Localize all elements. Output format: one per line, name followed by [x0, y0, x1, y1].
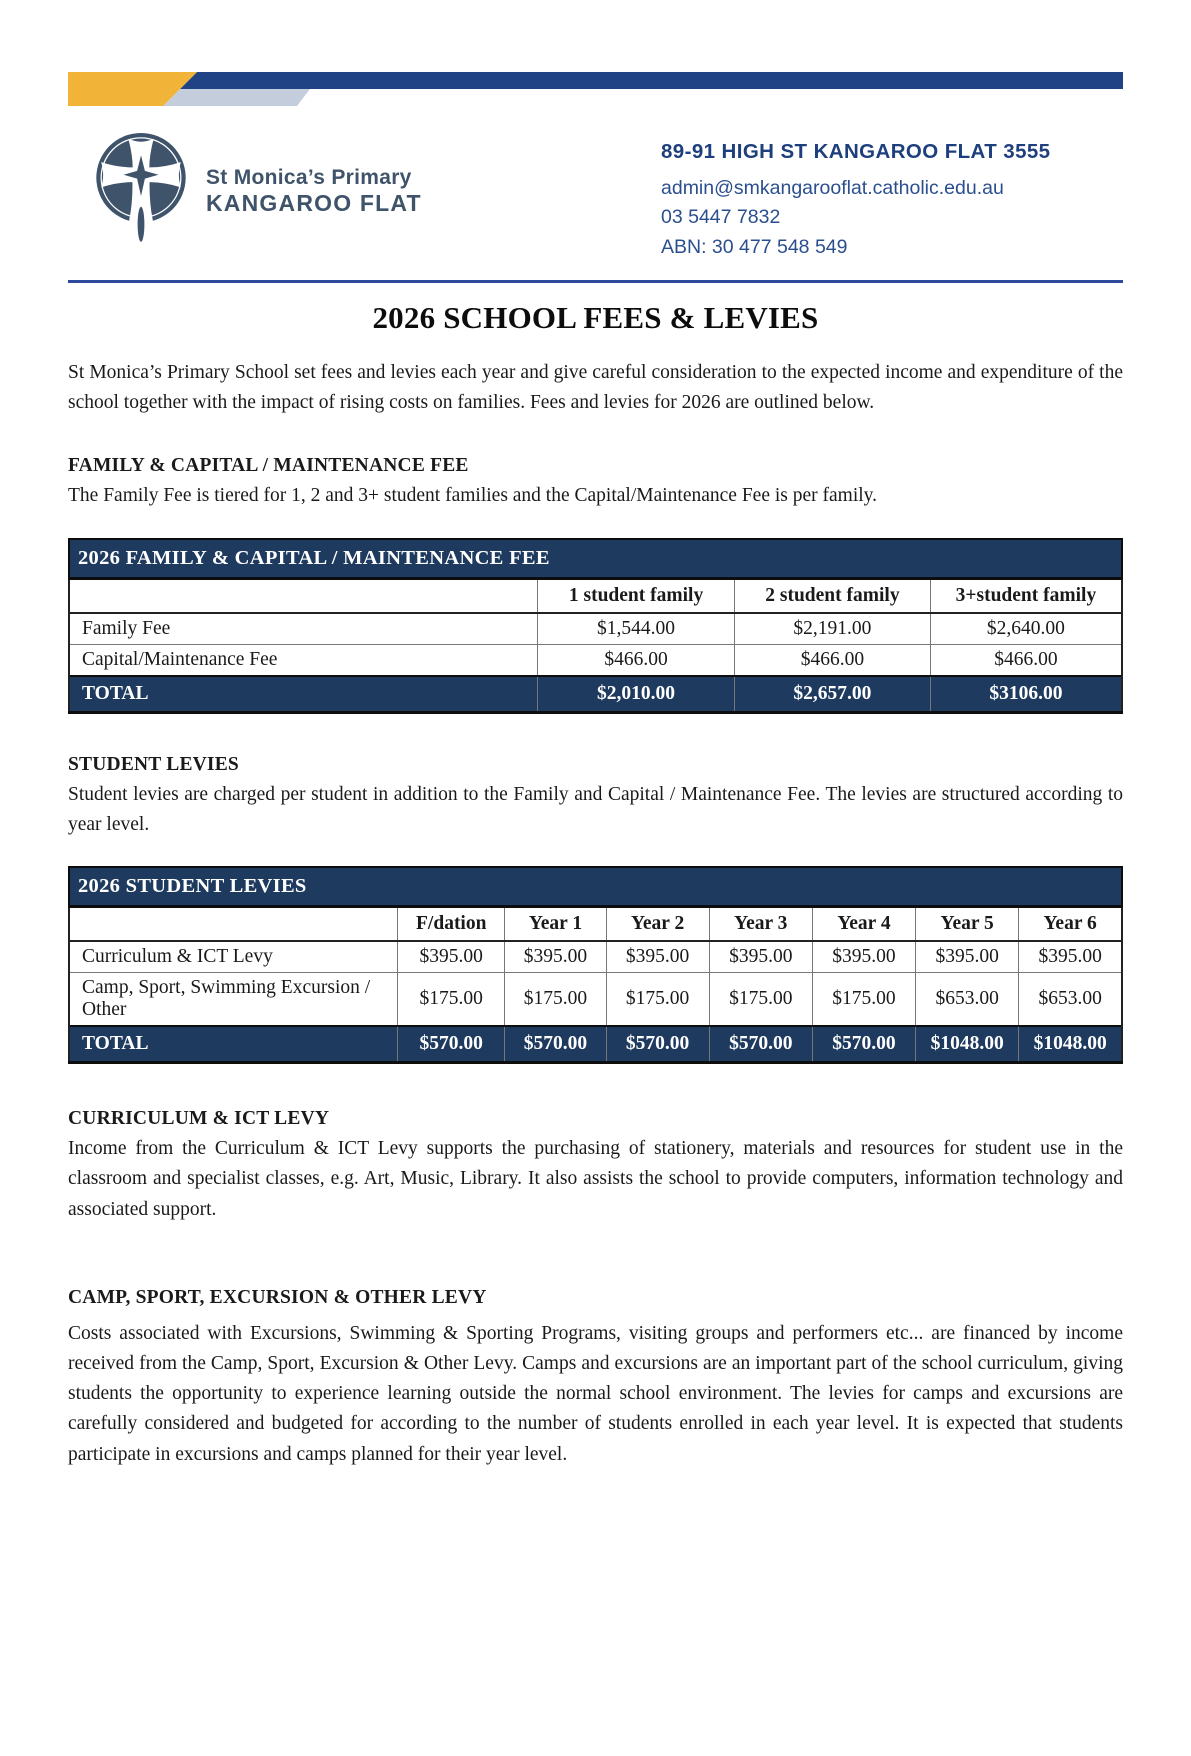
student-levies-table-header-row	[69, 907, 1122, 942]
family-fee-body: The Family Fee is tiered for 1, 2 and 3+ student families and the Capital/Maintenance Fee is per family.	[68, 485, 878, 507]
total-3-student: $3106.00	[930, 676, 1122, 713]
family-fee-table	[68, 538, 1123, 714]
school-name-line1: St Monica’s Primary	[206, 165, 412, 189]
curriculum-fdation: $395.00	[398, 941, 505, 973]
school-name-line2: KANGAROO FLAT	[206, 189, 422, 216]
total-fdation: $570.00	[398, 1026, 505, 1063]
column-header-blank	[69, 907, 398, 942]
camp-year1: $175.00	[505, 973, 606, 1027]
family-fee-2-student: $2,191.00	[734, 613, 930, 645]
capital-fee-1-student: $466.00	[538, 644, 735, 676]
total-label: TOTAL	[69, 676, 538, 713]
camp-year3: $175.00	[709, 973, 812, 1027]
total-1-student: $2,010.00	[538, 676, 735, 713]
student-levies-body: Student levies are charged per student in addition to the Family and Capital / Maintenance Fee. The levies are structured according to year level.	[68, 783, 1123, 835]
row-label-capital-fee: Capital/Maintenance Fee	[69, 644, 538, 676]
table-row	[69, 941, 1122, 973]
school-email: admin@smkangarooflat.catholic.edu.au	[661, 177, 1004, 199]
intro-paragraph: St Monica’s Primary School set fees and levies each year and give careful consideration to the expected income and expenditure of the school together with the impact of rising costs on families. Fees and levies for 2026 are outlined below.	[68, 362, 1123, 414]
family-fee-3-student: $2,640.00	[930, 613, 1122, 645]
school-crest-icon	[92, 132, 190, 268]
family-fee-heading: FAMILY & CAPITAL / MAINTENANCE FEE	[68, 455, 469, 477]
column-header-year2: Year 2	[606, 907, 709, 942]
camp-year4: $175.00	[812, 973, 915, 1027]
camp-year2: $175.00	[606, 973, 709, 1027]
camp-year5: $653.00	[916, 973, 1019, 1027]
family-fee-table-header-row	[69, 578, 1122, 613]
curriculum-levy-body: Income from the Curriculum & ICT Levy supports the purchasing of stationery, materials and resources for student use in the classroom and specialist classes, e.g. Art, Music, Library. It also assists the school to provide computers, information technology and associated support.	[68, 1138, 1123, 1220]
row-label-curriculum-levy: Curriculum & ICT Levy	[69, 941, 398, 973]
row-label-family-fee: Family Fee	[69, 613, 538, 645]
row-label-camp-levy: Camp, Sport, Swimming Excursion / Other	[69, 973, 398, 1027]
total-year6: $1048.00	[1019, 1026, 1122, 1063]
total-year5: $1048.00	[916, 1026, 1019, 1063]
column-header-3-student: 3+student family	[930, 578, 1122, 613]
family-fee-table-title-row	[69, 539, 1122, 579]
camp-levy-heading: CAMP, SPORT, EXCURSION & OTHER LEVY	[68, 1286, 487, 1308]
column-header-blank	[69, 578, 538, 613]
curriculum-year5: $395.00	[916, 941, 1019, 973]
curriculum-year2: $395.00	[606, 941, 709, 973]
student-levies-heading: STUDENT LEVIES	[68, 753, 239, 775]
student-levies-total-row	[69, 1026, 1122, 1063]
page	[0, 72, 1191, 1756]
camp-year6: $653.00	[1019, 973, 1122, 1027]
school-abn: ABN: 30 477 548 549	[661, 235, 848, 258]
total-year2: $570.00	[606, 1026, 709, 1063]
contact-block	[661, 132, 1123, 262]
camp-levy-body: Costs associated with Excursions, Swimming & Sporting Programs, visiting groups and performers etc... are financed by income received from the Camp, Sport, Excursion & Other Levy. Camps and excursions are an important part of the school curriculum, giving students the opportunity to experience learning outside the normal school environment. The levies for camps and excursions are carefully considered and budgeted for according to the number of students enrolled in each year level. It is expected that students participate in excursions and camps planned for their year level.	[68, 1322, 1123, 1465]
document-header	[68, 132, 1123, 268]
school-logo	[92, 132, 422, 268]
family-fee-total-row	[69, 676, 1122, 713]
total-year3: $570.00	[709, 1026, 812, 1063]
column-header-year6: Year 6	[1019, 907, 1122, 942]
school-phone: 03 5447 7832	[661, 206, 781, 229]
student-levies-table	[68, 866, 1123, 1064]
total-label: TOTAL	[69, 1026, 398, 1063]
capital-fee-3-student: $466.00	[930, 644, 1122, 676]
table-row	[69, 613, 1122, 645]
camp-fdation: $175.00	[398, 973, 505, 1027]
curriculum-year6: $395.00	[1019, 941, 1122, 973]
total-2-student: $2,657.00	[734, 676, 930, 713]
total-year4: $570.00	[812, 1026, 915, 1063]
column-header-year3: Year 3	[709, 907, 812, 942]
student-levies-table-title: 2026 STUDENT LEVIES	[69, 867, 1122, 907]
decorative-top-band	[68, 72, 1123, 106]
page-title: 2026 SCHOOL FEES & LEVIES	[372, 300, 819, 335]
curriculum-year3: $395.00	[709, 941, 812, 973]
column-header-year5: Year 5	[916, 907, 1019, 942]
band-blue-stripe	[68, 72, 1123, 89]
column-header-1-student: 1 student family	[538, 578, 735, 613]
school-address: 89-91 HIGH ST KANGAROO FLAT 3555	[661, 140, 1051, 163]
curriculum-year1: $395.00	[505, 941, 606, 973]
column-header-2-student: 2 student family	[734, 578, 930, 613]
column-header-fdation: F/dation	[398, 907, 505, 942]
column-header-year1: Year 1	[505, 907, 606, 942]
curriculum-levy-heading: CURRICULUM & ICT LEVY	[68, 1108, 330, 1130]
header-divider	[68, 280, 1123, 283]
column-header-year4: Year 4	[812, 907, 915, 942]
capital-fee-2-student: $466.00	[734, 644, 930, 676]
family-fee-table-title: 2026 FAMILY & CAPITAL / MAINTENANCE FEE	[69, 539, 1122, 579]
family-fee-1-student: $1,544.00	[538, 613, 735, 645]
table-row	[69, 973, 1122, 1027]
table-row	[69, 644, 1122, 676]
total-year1: $570.00	[505, 1026, 606, 1063]
curriculum-year4: $395.00	[812, 941, 915, 973]
student-levies-table-title-row	[69, 867, 1122, 907]
